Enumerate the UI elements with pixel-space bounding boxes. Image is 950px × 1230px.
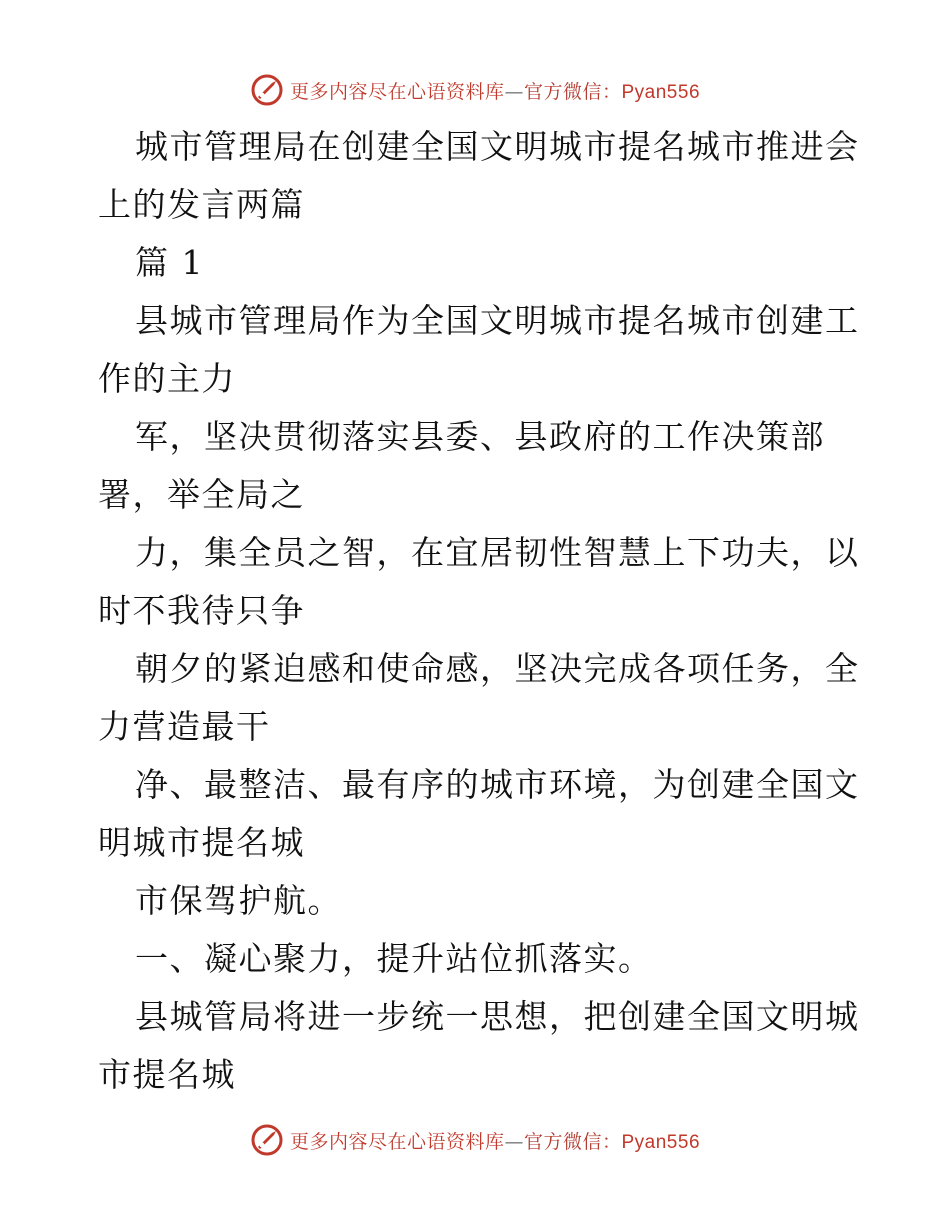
text-line: 县城市管理局作为全国文明城市提名城市创建工 bbox=[135, 301, 860, 340]
text-line: 朝夕的紧迫感和使命感，坚决完成各项任务，全 bbox=[135, 649, 860, 688]
text-line: 时不我待只争 bbox=[98, 591, 305, 630]
quill-pen-logo-icon bbox=[250, 73, 284, 107]
text-line: 明城市提名城 bbox=[98, 823, 305, 862]
watermark-wechat-label: 官方微信： bbox=[523, 80, 622, 103]
watermark-wechat-id: Pyan556 bbox=[621, 1131, 701, 1153]
watermark-text bbox=[290, 1127, 700, 1154]
text-line: 军，坚决贯彻落实县委、县政府的工作决策部 bbox=[135, 417, 825, 456]
text-line: 净、最整洁、最有序的城市环境，为创建全国文 bbox=[135, 765, 860, 804]
watermark-wechat-label: 官方微信： bbox=[523, 1130, 622, 1153]
watermark-brand: 更多内容尽在心语资料库 bbox=[289, 80, 505, 103]
text-line: 署，举全局之 bbox=[98, 475, 305, 514]
text-line: 篇 1 bbox=[135, 243, 204, 282]
text-line: 力营造最干 bbox=[98, 707, 271, 746]
text-line: 城市管理局在创建全国文明城市提名城市推进会 bbox=[135, 127, 860, 166]
text-line: 市保驾护航。 bbox=[135, 881, 342, 920]
header-watermark bbox=[0, 70, 950, 110]
document-body bbox=[98, 118, 858, 1104]
text-line: 县城管局将进一步统一思想，把创建全国文明城 bbox=[135, 997, 860, 1036]
text-line: 上的发言两篇 bbox=[98, 185, 305, 224]
watermark-text bbox=[290, 77, 700, 104]
text-line: 力，集全员之智，在宜居韧性智慧上下功夫，以 bbox=[135, 533, 860, 572]
watermark-wechat-id: Pyan556 bbox=[621, 81, 701, 103]
text-line: 作的主力 bbox=[98, 359, 236, 398]
watermark-brand: 更多内容尽在心语资料库 bbox=[289, 1130, 505, 1153]
text-line: 市提名城 bbox=[98, 1055, 236, 1094]
watermark-separator: — bbox=[504, 80, 524, 103]
footer-watermark bbox=[0, 1120, 950, 1160]
watermark-separator: — bbox=[504, 1130, 524, 1153]
quill-pen-logo-icon bbox=[250, 1123, 284, 1157]
text-line: 一、凝心聚力，提升站位抓落实。 bbox=[135, 939, 653, 978]
